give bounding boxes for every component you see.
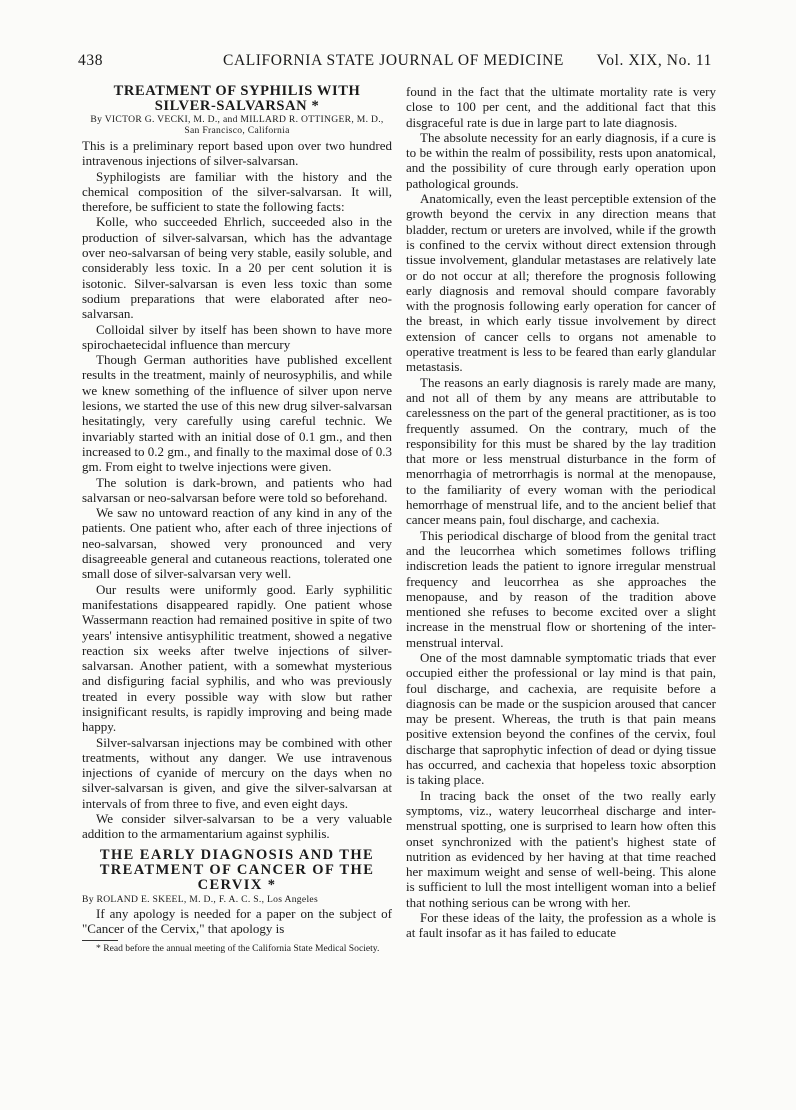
paragraph: The reasons an early diagnosis is rarely made are many, and not all of them by any means are attributable to carelessness on the part of the general practitioner, as is too frequently assumed. On the contrary, much of the responsibility for this must be shared by the lay tradition that more or less menstrual disturbance in the form of menorrhagia of metrorrhagis is normal at the menopause, to the familiarity of every woman with the periodical hemorrhage of menstrual life, and to the ancient belief that cancer means pain, foul discharge, and cachexia. bbox=[406, 374, 716, 528]
article-title: THE EARLY DIAGNOSIS AND THE TREATMENT OF CANCER OF THE CERVIX * bbox=[99, 846, 375, 893]
paragraph: We consider silver-salvarsan to be a very valuable addition to the armamentarium against syphilis. bbox=[82, 811, 392, 842]
paragraph: This is a preliminary report based upon over two hundred intravenous injections of silver-salvarsan. bbox=[82, 138, 392, 169]
paragraph: The absolute necessity for an early diagnosis, if a cure is to be within the realm of possibility, rests upon anatomical, and the possibility of cure through early operation upon pathological grounds. bbox=[406, 129, 716, 191]
paragraph: Kolle, who succeeded Ehrlich, succeeded also in the production of silver-salvarsan, which has the advantage over neo-salvarsan of being very stable, easily soluble, and considerably less toxic. In a 20 per cent solution it is isotonic. Silver-salvarsan is even less toxic than some sodium preparations that were elaborated after neo-salvarsan. bbox=[82, 214, 392, 322]
journal-title: CALIFORNIA STATE JOURNAL OF MEDICINE bbox=[223, 52, 564, 69]
paragraph: We saw no untoward reaction of any kind in any of the patients. One patient who, after each of three injections of neo-salvarsan, showed very pronounced and very disagreeable general and cutaneous reactions, tolerated one small dose of silver-salvarsan very well. bbox=[82, 505, 392, 582]
paragraph: The solution is dark-brown, and patients who had salvarsan or neo-salvarsan before were told so beforehand. bbox=[82, 474, 392, 505]
page-header bbox=[78, 52, 712, 72]
paragraph: In tracing back the onset of the two really early symptoms, viz., watery leucorrheal discharge and inter-menstrual spotting, one is surprised to learn how often this onset synchronized with the patient's highest state of nutrition as evidenced by her having at that time reached her maximum weight and sense of well-being. This alone is sufficient to lull the most intelligent woman into a belief that nothing serious can be wrong with her. bbox=[406, 787, 716, 910]
paragraph: Anatomically, even the least perceptible extension of the growth beyond the cervix in any direction means that bladder, rectum or ureters are involved, while if the growth is confined to the cervix without direct extension through tissue involvement, glandular metastases are relatively late or do not occur at all; therefore the prognosis following early diagnosis and removal should compare favorably with the prognosis following early operation for cancer of the breast, in which early tissue involvement by direct extension of cancer cells to organs not amenable to operative treatment is less to be feared than early glandular metastasis. bbox=[406, 191, 716, 375]
paragraph: found in the fact that the ultimate mortality rate is very close to 100 per cent, and the additional fact that this disgraceful rate is due in large part to late diagnosis. bbox=[406, 84, 716, 130]
paragraph: One of the most damnable symptomatic triads that ever occupied either the professional or lay mind is that pain, foul discharge, and cachexia, are requisite before a diagnosis can be made or the suspicion aroused that cancer may be present. Whereas, the truth is that pain means positive extension beyond the confines of the cervix, foul discharge that saprophytic infection of dead or dying tissue has occurred, and cachexia that hopeless toxic absorption is taking place. bbox=[406, 649, 716, 788]
volume-issue: Vol. XIX, No. 11 bbox=[596, 52, 712, 69]
paragraph: Though German authorities have published excellent results in the treatment, mainly of neurosyphilis, and while we knew something of the influence of silver upon nerve lesions, we started the use of this new drug silver-salvarsan hesitatingly, very carefully using careful technic. We invariably started with an initial dose of 0.1 gm., and then increased to 0.2 gm., and finally to the maximal dose of 0.3 gm. From eight to twelve injections were given. bbox=[82, 352, 392, 475]
left-column bbox=[82, 84, 392, 954]
paragraph: Our results were uniformly good. Early syphilitic manifestations disappeared rapidly. One patient whose Wassermann reaction had remained positive in spite of two years' intensive antisyphilitic treatment, showed a negative reaction six weeks after twelve injections of silver-salvarsan. Another patient, with a somewhat mysterious and disfiguring facial syphilis, and who was previously treated in every possible way with slow but rather insignificant results, is rapidly improving and being made happy. bbox=[82, 581, 392, 735]
page-number: 438 bbox=[78, 52, 104, 69]
paragraph: For these ideas of the laity, the profession as a whole is at fault insofar as it has failed to educate bbox=[406, 910, 716, 941]
article-byline: By VICTOR G. VECKI, M. D., and MILLARD R. OTTINGER, M. D., San Francisco, California bbox=[90, 114, 384, 136]
paragraph: Silver-salvarsan injections may be combined with other treatments, without any danger. We use intravenous injections of cyanide of mercury on the days when no silver-salvarsan is given, and give the silver-salvarsan at intervals of from three to five, and even eight days. bbox=[82, 734, 392, 811]
paragraph: Colloidal silver by itself has been shown to have more spirochaetecidal influence than mercury bbox=[82, 321, 392, 352]
article-title: TREATMENT OF SYPHILIS WITH SILVER-SALVARSAN * bbox=[113, 83, 361, 114]
paragraph: This periodical discharge of blood from the genital tract and the leucorrhea which sometimes follows trifling indiscretion leads the patient to ignore irregular menstrual frequency and leucorrhea as she approaches the menopause, and by reason of the tradition above mentioned she refuses to become excited over a slight increase in the menstrual flow or shortening of the inter-menstrual interval. bbox=[406, 527, 716, 650]
paragraph: If any apology is needed for a paper on the subject of "Cancer of the Cervix," that apology is bbox=[82, 906, 392, 937]
right-column bbox=[406, 84, 716, 941]
footnote-divider bbox=[82, 940, 118, 941]
article-byline: By ROLAND E. SKEEL, M. D., F. A. C. S., Los Angeles bbox=[82, 893, 318, 905]
paragraph: Syphilogists are familiar with the history and the chemical composition of the silver-salvarsan. It will, therefore, be sufficient to state the following facts: bbox=[82, 168, 392, 215]
footnote: * Read before the annual meeting of the California State Medical Society. bbox=[96, 942, 380, 954]
